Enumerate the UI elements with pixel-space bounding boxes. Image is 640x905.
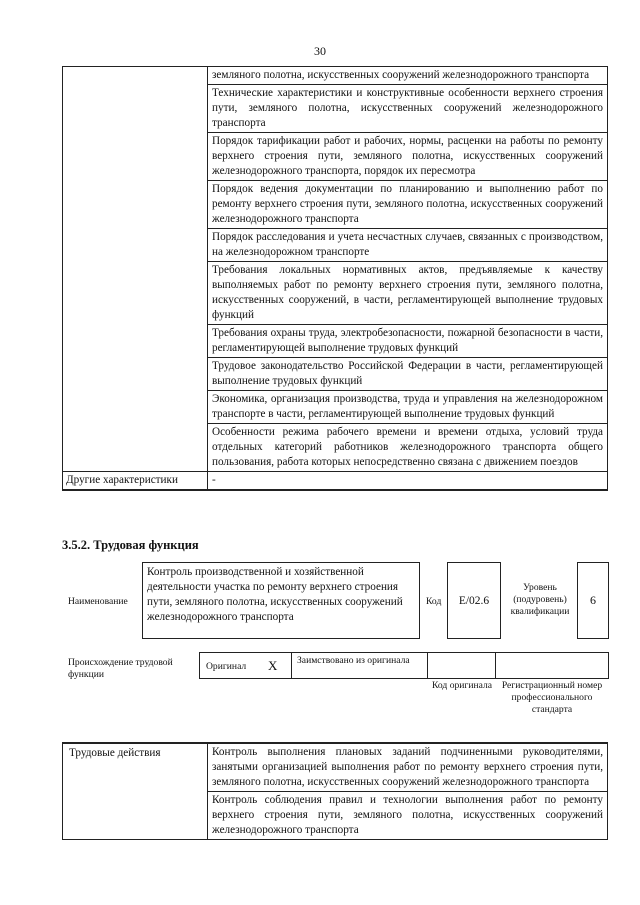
other-characteristics-value: - <box>208 472 608 491</box>
qualification-level: 6 <box>577 562 609 639</box>
other-characteristics-label: Другие характеристики <box>63 472 208 491</box>
level-label: Уровень (подуровень) квалификации <box>510 582 570 617</box>
borrowed-cell <box>291 653 427 679</box>
reg-number-label: Регистрационный номер профессионального стандарта <box>501 680 603 715</box>
code-original-cell <box>427 653 495 679</box>
knowledge-item: Порядок расследования и учета несчастных случаев, связанных с производством, на железнодорожном транспорте <box>208 229 608 262</box>
page-number: 30 <box>314 44 326 58</box>
table-row <box>63 472 608 491</box>
origin-row <box>199 652 609 679</box>
section-title: 3.5.2. Трудовая функция <box>62 538 199 552</box>
action-item: Контроль соблюдения правил и технологии выполнения работ по ремонту верхнего строения пути, земляного полотна, искусственных сооружений железнодорожного транспорта <box>208 792 608 840</box>
table-row <box>63 67 608 85</box>
knowledge-item: Требования локальных нормативных актов, предъявляемые к качеству выполняемых работ по ремонту верхнего строения пути, земляного полотна, искусственных сооружений, в части, регламентирующей выполнение трудовых функций <box>208 262 608 325</box>
knowledge-item: Экономика, организация производства, труда и управления на железнодорожном транспорте в части, регламентирующей выполнение трудовых функций <box>208 391 608 424</box>
knowledge-item: земляного полотна, искусственных сооружений железнодорожного транспорта <box>208 67 608 85</box>
knowledge-item: Трудовое законодательство Российской Федерации в части, регламентирующей выполнение трудовых функций <box>208 358 608 391</box>
knowledge-label-cell <box>63 67 208 472</box>
borrowed-label: Заимствовано из оригинала <box>297 655 410 666</box>
reg-number-cell <box>495 653 609 679</box>
knowledge-item: Технические характеристики и конструктивные особенности верхнего строения пути, земляного полотна, искусственных сооружений железнодорожного транспорта <box>208 85 608 133</box>
table-row <box>63 743 608 792</box>
origin-label: Происхождение трудовой функции <box>68 657 173 680</box>
original-label: Оригинал <box>206 661 247 672</box>
original-cell <box>199 653 291 679</box>
code-label: Код <box>426 596 442 607</box>
name-label: Наименование <box>68 596 128 607</box>
original-mark: X <box>268 658 278 673</box>
knowledge-item: Особенности режима рабочего времени и времени отдыха, условий труда отдельных категорий работников железнодорожного транспорта общего пользования, работа которых непосредственно связана с движением поездов <box>208 424 608 472</box>
function-code: E/02.6 <box>447 562 501 639</box>
actions-table <box>62 742 608 840</box>
actions-label: Трудовые действия <box>63 743 208 840</box>
knowledge-table <box>62 66 608 491</box>
knowledge-item: Порядок тарификации работ и рабочих, нормы, расценки на работы по ремонту верхнего строения пути, земляного полотна, искусственных сооружений железнодорожного транспорта, порядок их пересмотра <box>208 133 608 181</box>
code-original-label: Код оригинала <box>431 680 493 691</box>
knowledge-item: Порядок ведения документации по планированию и выполнению работ по ремонту верхнего строения пути, земляного полотна, искусственных сооружений железнодорожного транспорта <box>208 181 608 229</box>
knowledge-item: Требования охраны труда, электробезопасности, пожарной безопасности в части, регламентирующей выполнение трудовых функций <box>208 325 608 358</box>
function-name: Контроль производственной и хозяйственной деятельности участка по ремонту верхнего строения пути, земляного полотна, искусственных сооружений железнодорожного транспорта <box>142 562 420 639</box>
action-item: Контроль выполнения плановых заданий подчиненными руководителями, занятыми организацией выполнения работ по ремонту верхнего строения пути, земляного полотна, искусственных сооружений железнодорожного транспорта <box>208 743 608 792</box>
